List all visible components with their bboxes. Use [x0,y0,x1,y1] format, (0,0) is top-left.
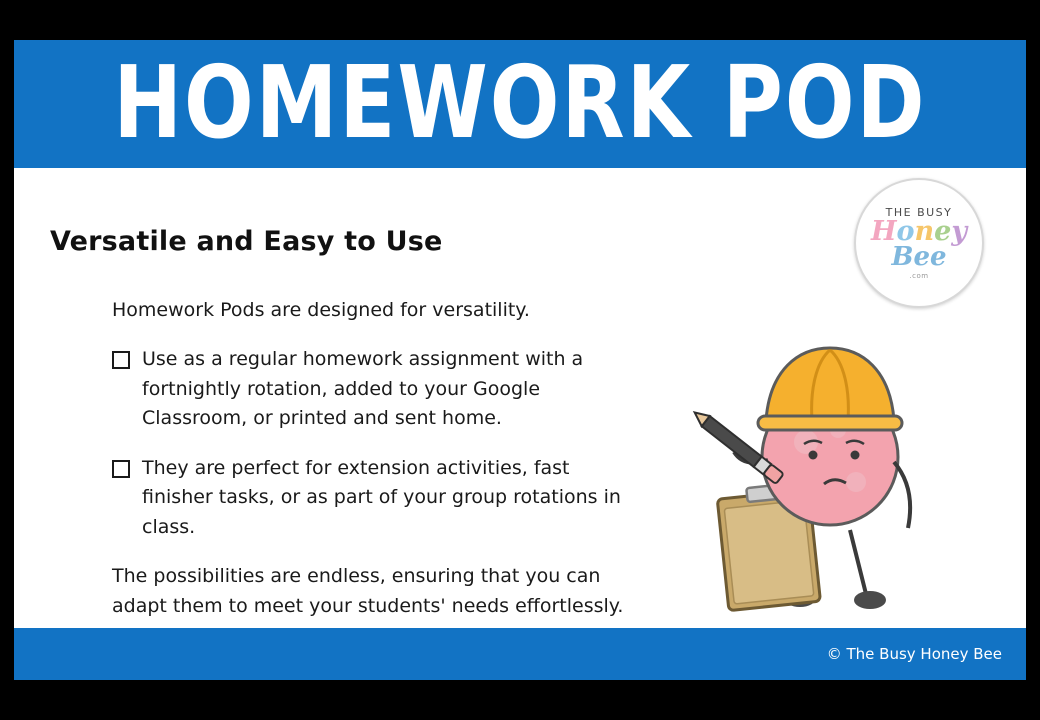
list-item [112,345,642,433]
brand-logo [854,178,984,308]
checkbox-icon [112,351,130,369]
page-title: HOMEWORK POD [113,45,927,162]
border-top [0,20,1040,40]
border-left [0,20,14,700]
list-item [112,454,642,542]
border-right [1026,20,1040,700]
content-block [112,296,642,621]
closing-paragraph: The possibilities are endless, ensuring that you can adapt them to meet your students' needs effortlessly. [112,565,624,617]
body-area [14,168,1026,628]
logo-top-text: THE BUSY [885,206,953,220]
list-item-text: Use as a regular homework assignment with a fortnightly rotation, added to your Google Classroom, or printed and sent home. [142,348,584,430]
slide-frame [0,20,1040,700]
character-illustration [680,292,980,622]
checkbox-icon [112,460,130,478]
footer-copyright: © The Busy Honey Bee [826,645,1002,663]
logo-main-text: Honey [870,216,968,248]
list-item-text: They are perfect for extension activities, fast finisher tasks, or as part of your group rotations in class. [142,456,621,538]
logo-domain-text: .com [909,271,929,280]
border-bottom [0,680,1040,700]
footer-band [14,628,1026,680]
intro-paragraph: Homework Pods are designed for versatility. [112,299,530,321]
section-subtitle: Versatile and Easy to Use [50,226,443,257]
logo-sub-text: Bee [891,241,947,272]
header-band [14,40,1026,168]
